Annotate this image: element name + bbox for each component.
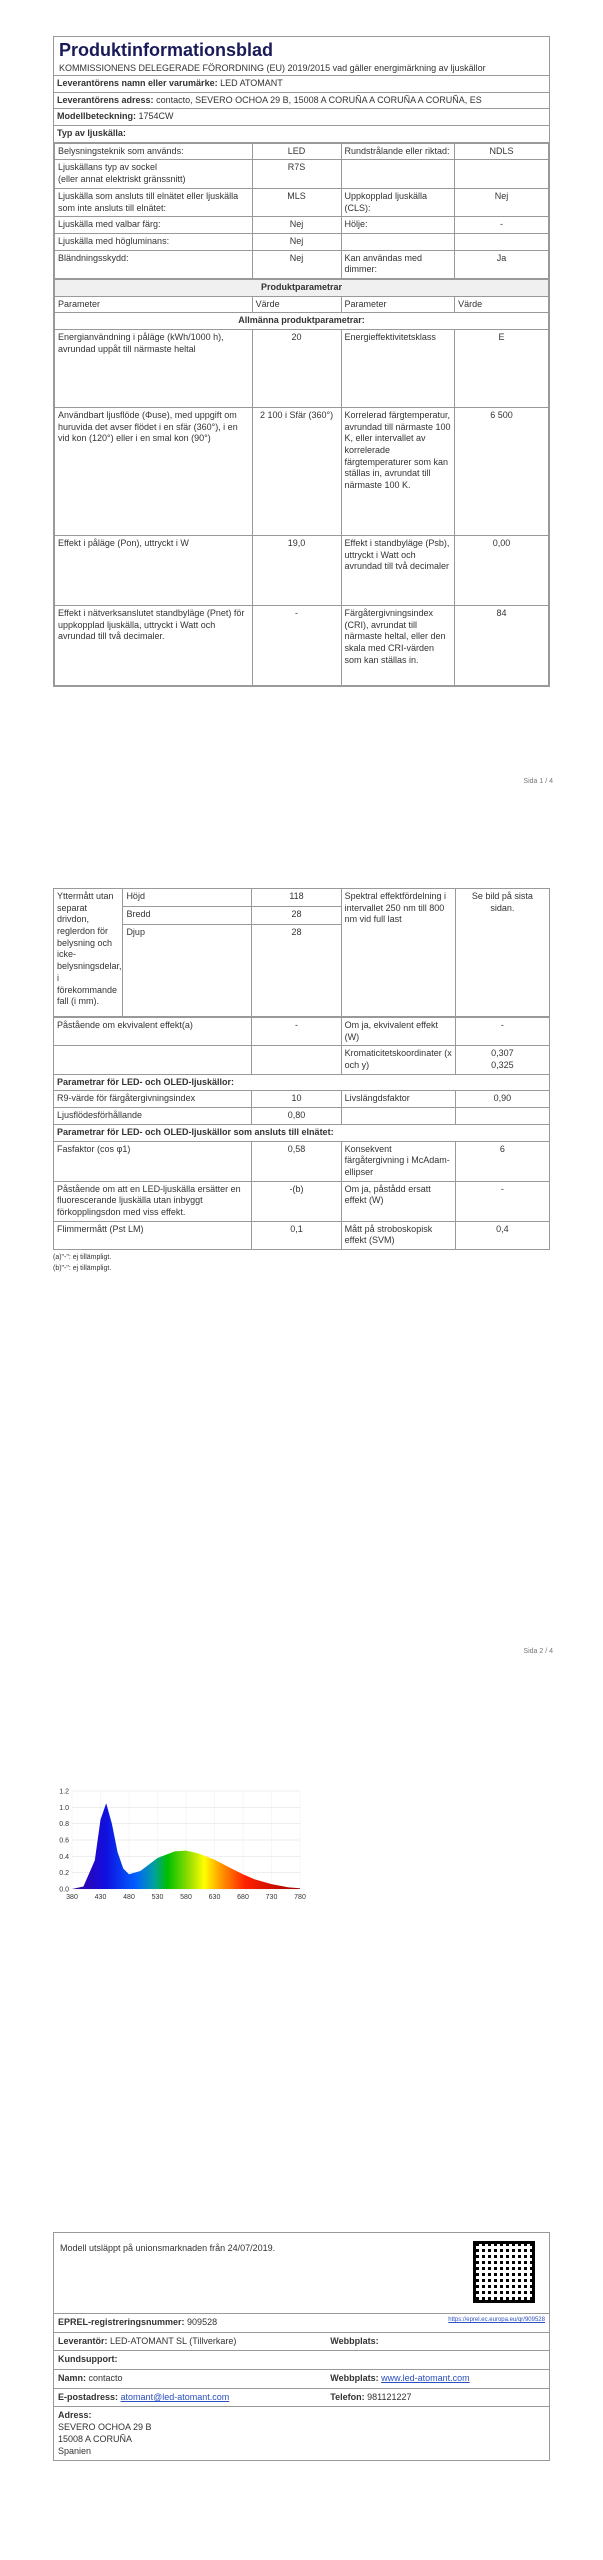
name-value: contacto xyxy=(88,2373,123,2384)
equivalent2-label: Om ja, ekvivalent effekt (W) xyxy=(341,1018,455,1046)
supplier-address: contacto, SEVERO OCHOA 29 B, 15008 A CORUÑA A CORUÑA A CORUÑA, ES xyxy=(156,94,482,105)
replace-label: Påstående om att en LED-ljuskälla ersätter en fluorescerande ljuskälla utan inbyggt förkopplingsdon med viss effekt. xyxy=(54,1181,252,1221)
dim-value-height: 118 xyxy=(252,889,341,907)
params2-table xyxy=(53,1017,550,1250)
page-title: Produktinformationsblad xyxy=(59,40,274,60)
supplier-table xyxy=(54,75,549,143)
website2-label: Webbplats: xyxy=(330,2373,379,2384)
y-tick-label: 0.0 xyxy=(59,1886,69,1894)
table-cell: Korrelerad färgtemperatur, avrundad till närmaste 100 K, eller intervallet av korrelerade färgtemperaturer som kan ställas in, avrundat till närmaste 100 K. xyxy=(341,408,455,536)
spectral-value: Se bild på sista sidan. xyxy=(455,889,549,1017)
y-tick-label: 0.8 xyxy=(59,1821,69,1829)
table-cell: Ljuskälla med valbar färg: xyxy=(55,217,253,234)
replace2-value: - xyxy=(455,1181,549,1221)
x-tick-label: 680 xyxy=(237,1894,249,1901)
equivalent-value: - xyxy=(252,1018,341,1046)
footer-table xyxy=(54,2313,549,2460)
type-table xyxy=(54,143,549,279)
x-tick-label: 730 xyxy=(265,1894,278,1901)
x-tick-label: 530 xyxy=(151,1894,164,1901)
table-cell: LED xyxy=(252,143,341,160)
table-cell: Effekt i nätverksanslutet standbyläge (Pnet) för uppkopplad ljuskälla, uttryckt i Watt och avrundad till två decimaler. xyxy=(55,606,253,686)
table-cell: Nej xyxy=(252,250,341,278)
y-tick-label: 0.2 xyxy=(59,1870,69,1878)
equivalent2-value: - xyxy=(455,1018,549,1046)
table-cell: Effekt i påläge (Pon), uttryckt i W xyxy=(55,536,253,606)
table-cell: Rundstrålande eller riktad: xyxy=(341,143,455,160)
dim-label-depth: Djup xyxy=(123,925,252,1017)
dim-value-depth: 28 xyxy=(252,925,341,1017)
page-1 xyxy=(53,36,550,687)
supplier-name-label: Leverantörens namn eller varumärke: xyxy=(57,78,218,88)
params-table xyxy=(54,279,549,686)
qr-code[interactable] xyxy=(473,2241,535,2303)
y-tick-label: 1.2 xyxy=(59,1788,69,1796)
address-label: Adress: xyxy=(58,2410,92,2421)
table-cell: Nej xyxy=(455,188,549,216)
life-label: Livslängdsfaktor xyxy=(341,1091,455,1108)
dim-label-height: Höjd xyxy=(123,889,252,907)
phone-value: 981121227 xyxy=(367,2391,412,2402)
col-value-1: Värde xyxy=(252,296,341,313)
table-cell: Användbart ljusflöde (Φuse), med uppgift om huruvida det avser flödet i en sfär (360°), i en vid kon (120°) eller i en smal kon (90°) xyxy=(55,408,253,536)
table-cell: Nej xyxy=(252,233,341,250)
table-cell: Bländningsskydd: xyxy=(55,250,253,278)
cc-label: Konsekvent färgåtergivning i McAdam-ellipser xyxy=(341,1141,455,1181)
page-number-2: Sida 2 / 4 xyxy=(523,1648,553,1655)
regulation-text: KOMMISSIONENS DELEGERADE FÖRORDNING (EU) 2019/2015 vad gäller energimärkning av ljuskällor xyxy=(59,63,486,73)
supplier-value: LED-ATOMANT SL (Tillverkare) xyxy=(110,2335,237,2346)
table-cell: Färgåtergivningsindex (CRI), avrundat till närmaste heltal, eller den skala med CRI-värden som kan ställas in. xyxy=(341,606,455,686)
footnote-a: (a)"-": ej tillämpligt. xyxy=(53,1254,112,1261)
title-block xyxy=(54,37,549,75)
life-value: 0,90 xyxy=(455,1091,549,1108)
table-cell: 6 500 xyxy=(455,408,549,536)
col-param-2: Parameter xyxy=(341,296,455,313)
page-2 xyxy=(53,888,550,1272)
market-date: Modell utsläppt på unionsmarknaden från 24/07/2019. xyxy=(60,2243,276,2253)
table-cell: E xyxy=(455,330,549,408)
table-row xyxy=(55,536,549,606)
table-row xyxy=(55,330,549,408)
spectrum-chart xyxy=(50,1785,310,1905)
table-row xyxy=(55,143,549,160)
strobo-value: 0,4 xyxy=(455,1221,549,1249)
lum-value: 0,80 xyxy=(252,1108,341,1125)
pf-value: 0,58 xyxy=(252,1141,341,1181)
table-cell: Belysningsteknik som används: xyxy=(55,143,253,160)
table-row xyxy=(55,160,549,188)
eprel-number: 909528 xyxy=(187,2317,218,2327)
dims-table xyxy=(53,888,550,1017)
flicker-value: 0,1 xyxy=(252,1221,341,1249)
address-line-2: 15008 A CORUÑA xyxy=(58,2433,133,2444)
spectral-label: Spektral effektfördelning i intervallet 250 nm till 800 nm vid full last xyxy=(341,889,455,1017)
led-mains-heading: Parametrar för LED- och OLED-ljuskällor som ansluts till elnätet: xyxy=(54,1124,550,1141)
table-cell: Ja xyxy=(455,250,549,278)
address-line-3: Spanien xyxy=(58,2445,92,2456)
table-row xyxy=(55,250,549,278)
col-value-2: Värde xyxy=(455,296,549,313)
table-cell: 2 100 i Sfär (360°) xyxy=(252,408,341,536)
table-row xyxy=(55,606,549,686)
x-tick-label: 780 xyxy=(294,1894,306,1901)
website-link[interactable]: www.led-atomant.com xyxy=(381,2373,470,2384)
page-number-1: Sida 1 / 4 xyxy=(523,778,553,785)
footnote-b: (b)"-": ej tillämpligt. xyxy=(53,1265,112,1272)
table-cell: Ljuskällans typ av sockel (eller annat elektriskt gränssnitt) xyxy=(55,160,253,188)
supplier-address-label: Leverantörens adress: xyxy=(57,94,154,105)
table-cell xyxy=(455,233,549,250)
x-tick-label: 630 xyxy=(208,1894,221,1901)
dim-value-width: 28 xyxy=(252,907,341,925)
footer-block xyxy=(53,2232,550,2461)
table-cell: Hölje: xyxy=(341,217,455,234)
table-cell: Uppkopplad ljuskälla (CLS): xyxy=(341,188,455,216)
r9-value: 10 xyxy=(252,1091,341,1108)
table-cell: Energianvändning i påläge (kWh/1000 h), avrundad uppåt till närmaste heltal xyxy=(55,330,253,408)
table-cell: Ljuskälla som ansluts till elnätet eller ljuskälla som inte ansluts till elnätet: xyxy=(55,188,253,216)
dims-label: Yttermått utan separat drivdon, reglerdon för belysning och icke-belysningsdelar, i förekommande fall (i mm). xyxy=(54,889,123,1017)
x-tick-label: 580 xyxy=(180,1894,192,1901)
table-cell: - xyxy=(252,606,341,686)
address-line-1: SEVERO OCHOA 29 B xyxy=(58,2422,152,2433)
name-label: Namn: xyxy=(58,2373,87,2384)
eprel-link[interactable]: https://eprel.ec.europa.eu/qr/909528 xyxy=(448,2317,545,2323)
email-link[interactable]: atomant@led-atomant.com xyxy=(120,2391,230,2402)
support-label: Kundsupport: xyxy=(54,2351,549,2370)
model-label: Modellbeteckning: xyxy=(57,111,137,122)
table-cell: Nej xyxy=(252,217,341,234)
equivalent-label: Påstående om ekvivalent effekt(a) xyxy=(54,1018,252,1046)
chroma-value: 0,307 0,325 xyxy=(455,1046,549,1074)
table-cell: 84 xyxy=(455,606,549,686)
general-heading: Allmänna produktparametrar: xyxy=(55,313,549,330)
strobo-label: Mått på stroboskopisk effekt (SVM) xyxy=(341,1221,455,1249)
supplier-label: Leverantör: xyxy=(58,2335,108,2346)
y-tick-label: 0.6 xyxy=(59,1837,69,1845)
table-cell: - xyxy=(455,217,549,234)
y-tick-label: 0.4 xyxy=(59,1853,69,1861)
table-cell: NDLS xyxy=(455,143,549,160)
table-cell: Kan användas med dimmer: xyxy=(341,250,455,278)
pf-label: Fasfaktor (cos φ1) xyxy=(54,1141,252,1181)
table-cell: 19,0 xyxy=(252,536,341,606)
led-params-heading: Parametrar för LED- och OLED-ljuskällor: xyxy=(54,1074,550,1091)
dim-label-width: Bredd xyxy=(123,907,252,925)
table-row xyxy=(55,408,549,536)
replace2-label: Om ja, påstådd ersatt effekt (W) xyxy=(341,1181,455,1221)
table-row xyxy=(55,188,549,216)
table-cell: 0,00 xyxy=(455,536,549,606)
x-tick-label: 430 xyxy=(94,1894,107,1901)
table-cell: 20 xyxy=(252,330,341,408)
email-label: E-postadress: xyxy=(58,2391,119,2402)
col-param-1: Parameter xyxy=(55,296,253,313)
chroma-label: Kromaticitetskoordinater (x och y) xyxy=(341,1046,455,1074)
x-tick-label: 380 xyxy=(66,1894,78,1901)
phone-label: Telefon: xyxy=(330,2391,365,2402)
cc-value: 6 xyxy=(455,1141,549,1181)
type-label: Typ av ljuskälla: xyxy=(54,126,549,143)
table-row xyxy=(55,233,549,250)
table-cell xyxy=(341,160,455,188)
website-label: Webbplats: xyxy=(326,2332,549,2351)
model-id: 1754CW xyxy=(138,111,174,122)
product-params-heading: Produktparametrar xyxy=(55,279,549,296)
table-cell: MLS xyxy=(252,188,341,216)
x-tick-label: 480 xyxy=(123,1894,135,1901)
r9-label: R9-värde för färgåtergivningsindex xyxy=(54,1091,252,1108)
supplier-name: LED ATOMANT xyxy=(220,78,283,88)
table-cell xyxy=(341,233,455,250)
lum-label: Ljusflödesförhållande xyxy=(54,1108,252,1125)
table-cell: R7S xyxy=(252,160,341,188)
y-tick-label: 1.0 xyxy=(59,1804,69,1812)
flicker-label: Flimmermått (Pst LM) xyxy=(54,1221,252,1249)
table-cell: Ljuskälla med högluminans: xyxy=(55,233,253,250)
table-row xyxy=(55,217,549,234)
table-cell: Effekt i standbyläge (Psb), uttryckt i Watt och avrundad till två decimaler xyxy=(341,536,455,606)
eprel-label: EPREL-registreringsnummer: xyxy=(58,2317,185,2327)
table-cell xyxy=(455,160,549,188)
table-cell: Energieffektivitetsklass xyxy=(341,330,455,408)
replace-value: -(b) xyxy=(252,1181,341,1221)
